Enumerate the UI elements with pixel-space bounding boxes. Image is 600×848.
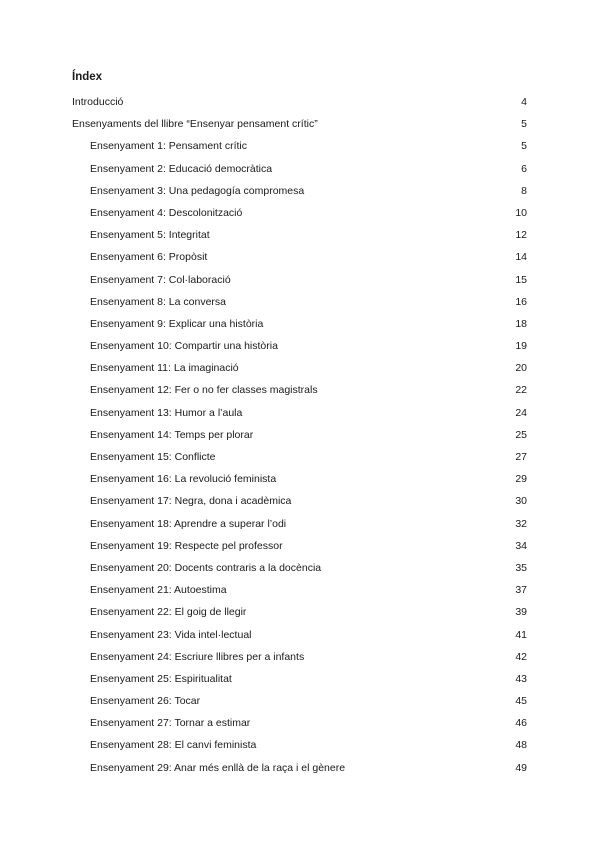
toc-entry-page-number[interactable]: 32 <box>515 517 527 530</box>
toc-entry[interactable] <box>0 579 600 601</box>
toc-entry[interactable] <box>0 712 600 734</box>
toc-entry-label[interactable]: Ensenyament 11: La imaginació <box>90 362 239 375</box>
toc-entry-label[interactable]: Ensenyament 7: Col·laboració <box>90 273 231 286</box>
toc-entry-page-number[interactable]: 12 <box>515 229 527 242</box>
toc-entry-page-number[interactable]: 14 <box>515 251 527 264</box>
toc-entry-label[interactable]: Introducció <box>72 96 124 108</box>
toc-entry[interactable] <box>0 269 600 291</box>
toc-entry-page-number[interactable]: 25 <box>515 428 527 441</box>
toc-entry[interactable] <box>0 402 600 424</box>
toc-entry-page-number[interactable]: 42 <box>515 650 527 663</box>
toc-entry-page-number[interactable]: 29 <box>515 473 527 486</box>
toc-entry-label[interactable]: Ensenyaments del llibre “Ensenyar pensament crític” <box>72 118 318 131</box>
toc-entry-label[interactable]: Ensenyament 16: La revolució feminista <box>90 473 277 486</box>
toc-entry[interactable] <box>0 490 600 512</box>
toc-entry-label[interactable]: Ensenyament 25: Espiritualitat <box>90 672 232 685</box>
toc-entry-label[interactable]: Ensenyament 18: Aprendre a superar l’odi <box>90 517 287 530</box>
toc-entry-page-number[interactable]: 22 <box>515 384 527 397</box>
toc-entry-page-number[interactable]: 8 <box>521 184 527 197</box>
toc-entry-label[interactable]: Ensenyament 22: El goig de llegir <box>90 606 247 619</box>
toc-entry-page-number[interactable]: 10 <box>515 206 527 219</box>
toc-entry-page-number[interactable]: 39 <box>515 606 527 619</box>
toc-title: Índex <box>72 71 103 83</box>
toc-entry-page-number[interactable]: 48 <box>515 739 527 752</box>
toc-entry-page-number[interactable]: 5 <box>521 140 527 153</box>
toc-entry[interactable] <box>0 646 600 668</box>
toc-entry-label[interactable]: Ensenyament 4: Descolonització <box>90 206 243 219</box>
toc-entry-page-number[interactable]: 30 <box>515 495 527 508</box>
toc-entry-label[interactable]: Ensenyament 29: Anar més enllà de la raça i el gènere <box>90 761 346 774</box>
toc-entry[interactable] <box>0 113 600 135</box>
toc-entry-page-number[interactable]: 20 <box>515 362 527 375</box>
toc-entry[interactable] <box>0 224 600 246</box>
toc-entry-label[interactable]: Ensenyament 3: Una pedagogía compromesa <box>90 184 305 197</box>
toc-entry[interactable] <box>0 734 600 756</box>
toc-entry[interactable] <box>0 468 600 490</box>
toc-entry-page-number[interactable]: 4 <box>521 96 527 108</box>
toc-entry-label[interactable]: Ensenyament 20: Docents contraris a la docència <box>90 561 322 574</box>
toc-entry-page-number[interactable]: 34 <box>515 539 527 552</box>
toc-entry-page-number[interactable]: 19 <box>515 340 527 353</box>
toc-entry[interactable] <box>0 513 600 535</box>
toc-entry-label[interactable]: Ensenyament 23: Vida intel·lectual <box>90 628 252 641</box>
toc-entry-page-number[interactable]: 6 <box>521 162 527 175</box>
toc-entry[interactable] <box>0 158 600 180</box>
toc-entry-page-number[interactable]: 16 <box>515 295 527 308</box>
toc-entry-page-number[interactable]: 5 <box>521 118 527 131</box>
toc-entry-page-number[interactable]: 18 <box>515 317 527 330</box>
toc-entry-label[interactable]: Ensenyament 13: Humor a l’aula <box>90 406 243 419</box>
toc-entry-label[interactable]: Ensenyament 10: Compartir una història <box>90 340 278 353</box>
toc-entry-label[interactable]: Ensenyament 15: Conflicte <box>90 451 216 463</box>
toc-entry[interactable] <box>0 202 600 224</box>
toc-entry-label[interactable]: Ensenyament 1: Pensament crític <box>90 140 247 153</box>
toc-entry[interactable] <box>0 757 600 779</box>
toc-entry-page-number[interactable]: 43 <box>515 672 527 685</box>
toc-entry-label[interactable]: Ensenyament 8: La conversa <box>90 295 226 308</box>
toc-entry-page-number[interactable]: 15 <box>515 273 527 286</box>
toc-entry-label[interactable]: Ensenyament 9: Explicar una història <box>90 317 264 330</box>
toc-entry-label[interactable]: Ensenyament 26: Tocar <box>90 695 201 708</box>
toc-entry[interactable] <box>0 357 600 379</box>
toc-entry-page-number[interactable]: 27 <box>515 451 527 463</box>
toc-entry-page-number[interactable]: 24 <box>515 406 527 419</box>
toc-entry[interactable] <box>0 446 600 468</box>
toc-entry-label[interactable]: Ensenyament 24: Escriure llibres per a infants <box>90 650 305 663</box>
toc-entry-page-number[interactable]: 41 <box>515 628 527 641</box>
toc-entry[interactable] <box>0 180 600 202</box>
toc-entry[interactable] <box>0 601 600 623</box>
toc-entry-label[interactable]: Ensenyament 17: Negra, dona i acadèmica <box>90 495 292 508</box>
toc-entry-label[interactable]: Ensenyament 27: Tornar a estimar <box>90 717 251 730</box>
toc-entry[interactable] <box>0 313 600 335</box>
toc-entry[interactable] <box>0 624 600 646</box>
toc-list <box>0 91 600 779</box>
toc-entry-page-number[interactable]: 45 <box>515 695 527 708</box>
toc-entry-label[interactable]: Ensenyament 5: Integritat <box>90 229 210 242</box>
toc-entry-page-number[interactable]: 49 <box>515 761 527 774</box>
toc-entry[interactable] <box>0 690 600 712</box>
toc-entry[interactable] <box>0 557 600 579</box>
toc-entry[interactable] <box>0 535 600 557</box>
toc-entry-label[interactable]: Ensenyament 14: Temps per plorar <box>90 428 254 441</box>
toc-entry-label[interactable]: Ensenyament 12: Fer o no fer classes magistrals <box>90 384 318 397</box>
toc-entry[interactable] <box>0 135 600 157</box>
toc-entry[interactable] <box>0 668 600 690</box>
toc-entry[interactable] <box>0 291 600 313</box>
toc-entry[interactable] <box>0 424 600 446</box>
toc-entry[interactable] <box>0 91 600 113</box>
toc-entry-page-number[interactable]: 46 <box>515 717 527 730</box>
toc-entry-label[interactable]: Ensenyament 6: Propòsit <box>90 251 208 264</box>
toc-entry[interactable] <box>0 246 600 268</box>
toc-entry[interactable] <box>0 335 600 357</box>
toc-entry-label[interactable]: Ensenyament 28: El canvi feminista <box>90 739 257 752</box>
toc-entry[interactable] <box>0 379 600 401</box>
toc-entry-page-number[interactable]: 35 <box>515 561 527 574</box>
toc-entry-label[interactable]: Ensenyament 19: Respecte pel professor <box>90 539 283 552</box>
toc-entry-page-number[interactable]: 37 <box>515 584 527 597</box>
toc-entry-label[interactable]: Ensenyament 2: Educació democràtica <box>90 162 273 175</box>
toc-entry-label[interactable]: Ensenyament 21: Autoestima <box>90 584 227 597</box>
